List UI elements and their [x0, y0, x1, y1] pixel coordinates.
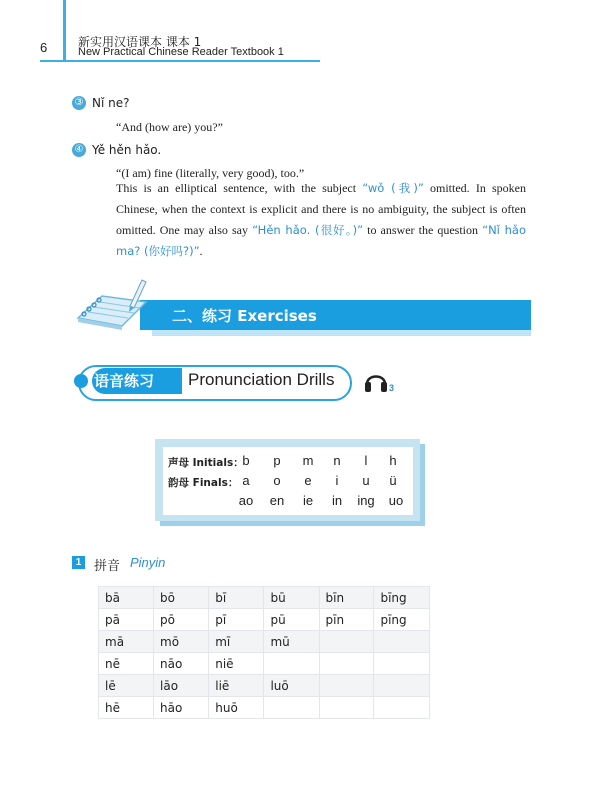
pronunciation-title-en: Pronunciation Drills [188, 370, 335, 389]
pinyin-cell: pā [99, 609, 154, 631]
section-number: 1 [72, 556, 85, 569]
pinyin-cell: pō [154, 609, 209, 631]
header-vertical-rule [63, 0, 66, 60]
note-4-explanation [116, 178, 526, 262]
pinyin-cell: mō [154, 631, 209, 653]
para-text: omitted. In spoken Chinese, when the context is explicit and there is no ambiguity, the subject is often omitted. One may also say [116, 181, 526, 237]
header-horizontal-rule [40, 60, 320, 62]
pinyin-cell: bō [154, 587, 209, 609]
section-title-en: Pinyin [130, 555, 166, 570]
final-symbol: in [331, 493, 343, 508]
pinyin-cell: mī [209, 631, 264, 653]
pinyin-cell: nē [99, 653, 154, 675]
note-4-translation: “(I am) fine (literally, very good), too.” [116, 166, 305, 180]
note-3-pinyin: Nǐ ne? [92, 96, 130, 110]
exercises-banner-shadow [152, 330, 531, 336]
final-symbol: ie [302, 493, 314, 508]
pinyin-cell: pī [209, 609, 264, 631]
note-4-pinyin: Yě hěn hǎo. [92, 143, 162, 157]
final-symbol: en [269, 493, 285, 508]
pinyin-cell: bī [209, 587, 264, 609]
pinyin-cell: pīng [374, 609, 430, 631]
pinyin-cell: lāo [154, 675, 209, 697]
table-row [99, 697, 430, 719]
note-number-3: ③ [72, 96, 86, 110]
initial-symbol: b [242, 453, 250, 468]
pinyin-cell: bū [264, 587, 319, 609]
pinyin-cell [319, 697, 374, 719]
exercises-title: 二、练习 Exercises [172, 307, 317, 325]
table-row [99, 631, 430, 653]
note-3-translation: “And (how are) you?” [116, 120, 223, 134]
pinyin-cell [319, 675, 374, 697]
final-symbol: i [335, 473, 339, 488]
pinyin-cell [264, 697, 319, 719]
pinyin-cell [374, 675, 430, 697]
pinyin-cell: pīn [319, 609, 374, 631]
table-row [99, 609, 430, 631]
initial-symbol: h [389, 453, 397, 468]
final-symbol: ao [238, 493, 254, 508]
pinyin-cell: pū [264, 609, 319, 631]
pronunciation-title-cn: 语音练习 [94, 372, 155, 390]
book-title-cn: 新实用汉语课本 课本 1 [78, 35, 202, 49]
pinyin-cell: bā [99, 587, 154, 609]
pinyin-table [98, 586, 430, 719]
pinyin-cell [374, 653, 430, 675]
pinyin-cell [264, 653, 319, 675]
notebook-pencil-icon [72, 276, 152, 332]
para-text: to answer the question [363, 223, 483, 237]
initial-symbol: p [273, 453, 281, 468]
pinyin-cell [319, 653, 374, 675]
final-symbol: e [304, 473, 312, 488]
highlight-wo: “wǒ (我)” [362, 181, 424, 195]
final-symbol: ü [389, 473, 397, 488]
table-row [99, 675, 430, 697]
pinyin-cell: hāo [154, 697, 209, 719]
page-number: 6 [40, 40, 48, 55]
final-symbol: u [362, 473, 370, 488]
pinyin-cell: huō [209, 697, 264, 719]
pinyin-cell: luō [264, 675, 319, 697]
initial-symbol: n [333, 453, 341, 468]
audio-track-number: 3 [389, 383, 395, 393]
pinyin-cell: nāo [154, 653, 209, 675]
headphones-icon[interactable] [364, 368, 388, 394]
initial-symbol: l [364, 453, 368, 468]
bullet-dot-icon [74, 374, 88, 388]
pinyin-cell: liē [209, 675, 264, 697]
pinyin-cell: mū [264, 631, 319, 653]
final-symbol: ing [357, 493, 375, 508]
highlight-ni-hao-ma: “Nǐ hǎo ma? (你好吗?)” [116, 223, 526, 258]
pinyin-cell: bīn [319, 587, 374, 609]
initial-symbol: m [302, 453, 314, 468]
pinyin-cell [319, 631, 374, 653]
final-symbol: uo [388, 493, 404, 508]
table-row [99, 587, 430, 609]
table-row [99, 653, 430, 675]
initials-label: 声母 Initials： [168, 457, 244, 469]
highlight-hen-hao: “Hěn hǎo. (很好。)” [252, 223, 364, 237]
section-title-cn: 拼音 [94, 559, 121, 574]
pinyin-cell: lē [99, 675, 154, 697]
pinyin-cell: hē [99, 697, 154, 719]
para-text: . [199, 244, 203, 258]
para-text: This is an elliptical sentence, with the subject [116, 181, 363, 195]
note-number-4: ④ [72, 143, 86, 157]
pinyin-cell: mā [99, 631, 154, 653]
book-title-en: New Practical Chinese Reader Textbook 1 [78, 46, 284, 58]
pinyin-cell [374, 697, 430, 719]
final-symbol: o [273, 473, 281, 488]
pinyin-cell: niē [209, 653, 264, 675]
pinyin-cell [374, 631, 430, 653]
finals-label: 韵母 Finals： [168, 477, 239, 489]
pinyin-cell: bīng [374, 587, 430, 609]
final-symbol: a [242, 473, 250, 488]
